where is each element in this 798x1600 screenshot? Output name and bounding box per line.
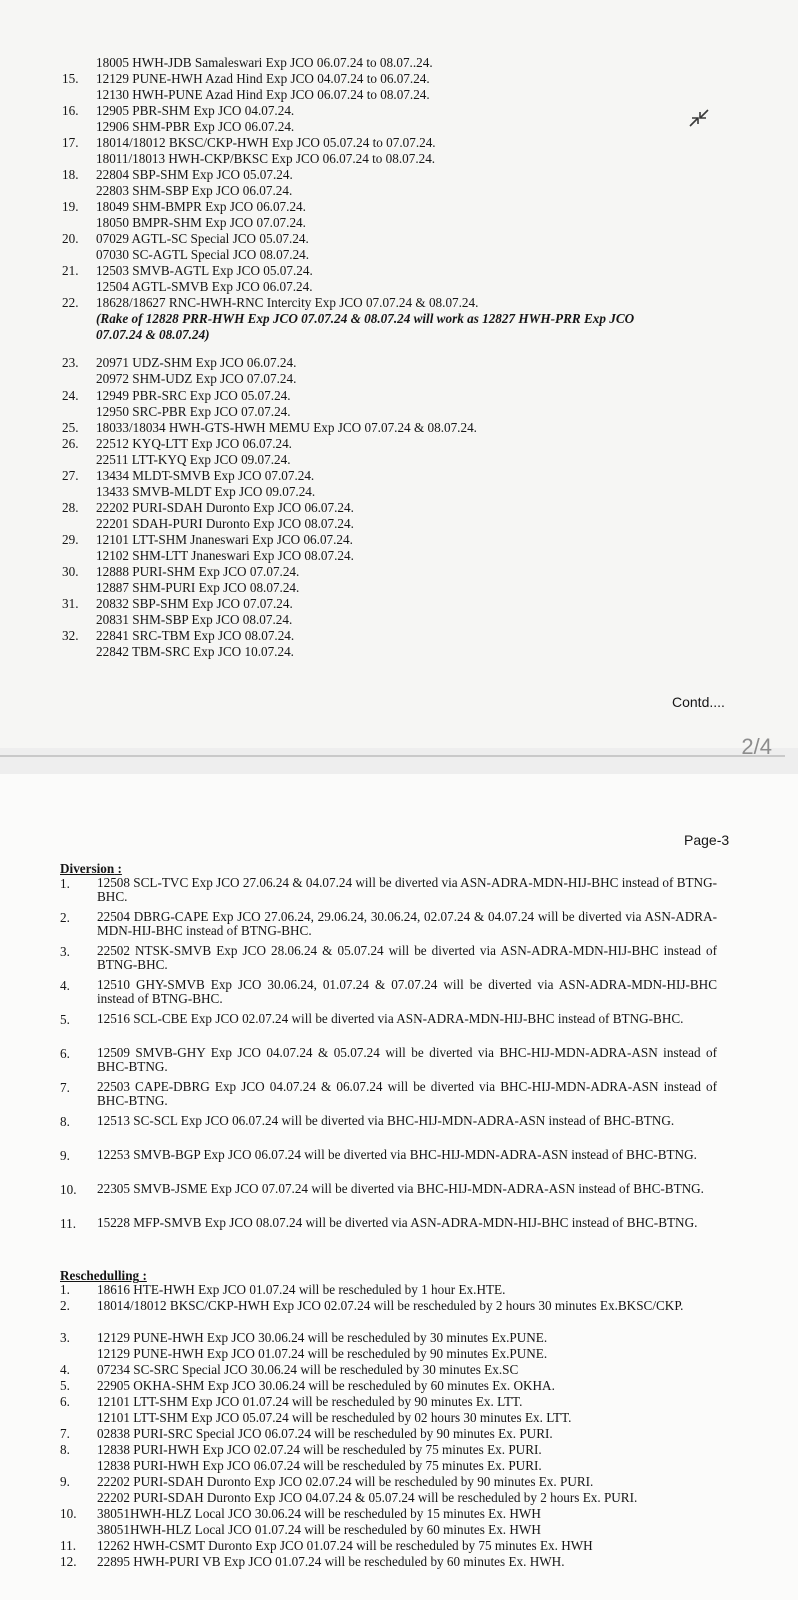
rescheduling-item-line: 38051HWH-HLZ Local JCO 30.06.24 will be rescheduled by 15 minutes Ex. HWH [97,1506,541,1521]
diversion-item-text: 12253 SMVB-BGP Exp JCO 06.07.24 will be diverted via BHC-HIJ-MDN-ADRA-ASN instead of BHC-BTNG. [97,1147,697,1162]
list-item-number: 28. [62,500,79,515]
rescheduling-item-line: 12838 PURI-HWH Exp JCO 06.07.24 will be rescheduled by 75 minutes Ex. PURI. [97,1458,542,1473]
list-item-line: 12129 PUNE-HWH Azad Hind Exp JCO 04.07.24 to 06.07.24. [96,71,430,86]
rescheduling-item-number: 3. [60,1330,70,1345]
list-item-line: 13434 MLDT-SMVB Exp JCO 07.07.24. [96,468,315,483]
list-item-line: 20831 SHM-SBP Exp JCO 08.07.24. [96,612,293,627]
list-item-number: 16. [62,103,79,118]
rescheduling-item-number: 11. [60,1538,76,1553]
list-item-line: 18050 BMPR-SHM Exp JCO 07.07.24. [96,215,306,230]
list-item-number: 19. [62,199,79,214]
rescheduling-heading: Reschedulling : [60,1268,147,1283]
list-item-number: 22. [62,295,79,310]
list-item-line: 18033/18034 HWH-GTS-HWH MEMU Exp JCO 07.07.24 & 08.07.24. [96,420,477,435]
list-item-number: 30. [62,564,79,579]
diversion-item-text: 22305 SMVB-JSME Exp JCO 07.07.24 will be diverted via BHC-HIJ-MDN-ADRA-ASN instead of BHC-BTNG. [97,1181,704,1196]
diversion-item-text: 22503 CAPE-DBRG Exp JCO 04.07.24 & 06.07.24 will be diverted via BHC-HIJ-MDN-ADRA-ASN instead of BHC-BTNG. [97,1079,717,1108]
list-item-line: 20832 SBP-SHM Exp JCO 07.07.24. [96,596,293,611]
list-item-line: 12950 SRC-PBR Exp JCO 07.07.24. [96,404,291,419]
diversion-item-text: 22504 DBRG-CAPE Exp JCO 27.06.24, 29.06.24, 30.06.24, 02.07.24 & 04.07.24 will be diverted via ASN-ADRA-MDN-HIJ-BHC instead of BTNG-BHC. [97,909,717,938]
list-item-line: 12504 AGTL-SMVB Exp JCO 06.07.24. [96,279,313,294]
rescheduling-item-number: 5. [60,1378,70,1393]
diversion-item-number: 3. [60,944,70,959]
list-item-number: 17. [62,135,79,150]
list-item-line: 12503 SMVB-AGTL Exp JCO 05.07.24. [96,263,313,278]
rescheduling-item-line: 22905 OKHA-SHM Exp JCO 30.06.24 will be rescheduled by 60 minutes Ex. OKHA. [97,1378,555,1393]
diversion-item-number: 5. [60,1012,70,1027]
list-item-line: 12905 PBR-SHM Exp JCO 04.07.24. [96,103,295,118]
diversion-item-number: 10. [60,1182,77,1197]
list-item-number: 27. [62,468,79,483]
list-item-number: 24. [62,388,79,403]
rescheduling-item-number: 6. [60,1394,70,1409]
rescheduling-item-number: 4. [60,1362,70,1377]
list-item-line: 12949 PBR-SRC Exp JCO 05.07.24. [96,388,291,403]
list-item-line: 18628/18627 RNC-HWH-RNC Intercity Exp JCO 07.07.24 & 08.07.24. [96,295,479,310]
rescheduling-item-line: 22202 PURI-SDAH Duronto Exp JCO 04.07.24 & 05.07.24 will be rescheduled by 2 hours Ex. PURI. [97,1490,638,1505]
rescheduling-item-line: 12101 LTT-SHM Exp JCO 01.07.24 will be rescheduled by 90 minutes Ex. LTT. [97,1394,523,1409]
rescheduling-item-line: 12838 PURI-HWH Exp JCO 02.07.24 will be rescheduled by 75 minutes Ex. PURI. [97,1442,542,1457]
list-item-line: 22202 PURI-SDAH Duronto Exp JCO 06.07.24. [96,500,354,515]
list-item-number: 15. [62,71,79,86]
rescheduling-item-line: 12129 PUNE-HWH Exp JCO 30.06.24 will be rescheduled by 30 minutes Ex.PUNE. [97,1330,548,1345]
list-item-line: 12101 LTT-SHM Jnaneswari Exp JCO 06.07.24. [96,532,353,547]
rescheduling-item-number: 9. [60,1474,70,1489]
rescheduling-item-line: 02838 PURI-SRC Special JCO 06.07.24 will be rescheduled by 90 minutes Ex. PURI. [97,1426,553,1441]
diversion-item-number: 9. [60,1148,70,1163]
rescheduling-item-line: 07234 SC-SRC Special JCO 30.06.24 will be rescheduled by 30 minutes Ex.SC [97,1362,519,1377]
list-item-number: 29. [62,532,79,547]
diversion-item-number: 7. [60,1080,70,1095]
rescheduling-item-line: 22895 HWH-PURI VB Exp JCO 01.07.24 will be rescheduled by 60 minutes Ex. HWH. [97,1554,565,1569]
diversion-item-text: 12516 SCL-CBE Exp JCO 02.07.24 will be diverted via ASN-ADRA-MDN-HIJ-BHC instead of BTNG-BHC. [97,1011,684,1026]
rescheduling-item-line: 12262 HWH-CSMT Duronto Exp JCO 01.07.24 will be rescheduled by 75 minutes Ex. HWH [97,1538,593,1553]
rescheduling-item-number: 2. [60,1298,70,1313]
list-item-line: 22803 SHM-SBP Exp JCO 06.07.24. [96,183,293,198]
rescheduling-item-number: 1. [60,1282,70,1297]
list-item-line: 18049 SHM-BMPR Exp JCO 06.07.24. [96,199,306,214]
list-item-line: 12906 SHM-PBR Exp JCO 06.07.24. [96,119,295,134]
list-item-number: 20. [62,231,79,246]
rescheduling-item-line: 12101 LTT-SHM Exp JCO 05.07.24 will be rescheduled by 02 hours 30 minutes Ex. LTT. [97,1410,572,1425]
diversion-item-number: 4. [60,978,70,993]
list-item-note: (Rake of 12828 PRR-HWH Exp JCO 07.07.24 & 08.07.24 will work as 12827 HWH-PRR Exp JCO [96,311,635,326]
diversion-item-text: 22502 NTSK-SMVB Exp JCO 28.06.24 & 05.07.24 will be diverted via ASN-ADRA-MDN-HIJ-BHC instead of BTNG-BHC. [97,943,717,972]
diversion-heading: Diversion : [60,861,122,876]
rescheduling-item-number: 7. [60,1426,70,1441]
collapse-icon[interactable] [686,104,720,134]
list-item-number: 26. [62,436,79,451]
list-item-line: 22841 SRC-TBM Exp JCO 08.07.24. [96,628,295,643]
rescheduling-item-line: 22202 PURI-SDAH Duronto Exp JCO 02.07.24 will be rescheduled by 90 minutes Ex. PURI. [97,1474,594,1489]
list-item-line: 22511 LTT-KYQ Exp JCO 09.07.24. [96,452,291,467]
list-item-line: 18014/18012 BKSC/CKP-HWH Exp JCO 05.07.24 to 07.07.24. [96,135,436,150]
diversion-item-text: 12508 SCL-TVC Exp JCO 27.06.24 & 04.07.24 will be diverted via ASN-ADRA-MDN-HIJ-BHC instead of BTNG-BHC. [97,875,717,904]
list-item-line: 20972 SHM-UDZ Exp JCO 07.07.24. [96,371,297,386]
diversion-item-number: 11. [60,1216,76,1231]
contd-label: Contd.... [672,694,725,710]
diversion-item-number: 1. [60,876,70,891]
list-item-line: 22201 SDAH-PURI Duronto Exp JCO 08.07.24. [96,516,354,531]
diversion-item-number: 8. [60,1114,70,1129]
diversion-item-number: 2. [60,910,70,925]
rescheduling-item-line: 12129 PUNE-HWH Exp JCO 01.07.24 will be rescheduled by 90 minutes Ex.PUNE. [97,1346,548,1361]
list-item-line: 13433 SMVB-MLDT Exp JCO 09.07.24. [96,484,316,499]
list-item-number: 23. [62,355,79,370]
list-item-line: 22804 SBP-SHM Exp JCO 05.07.24. [96,167,293,182]
diversion-item-text: 12509 SMVB-GHY Exp JCO 04.07.24 & 05.07.24 will be diverted via BHC-HIJ-MDN-ADRA-ASN instead of BHC-BTNG. [97,1045,717,1074]
list-item-line: 20971 UDZ-SHM Exp JCO 06.07.24. [96,355,297,370]
list-item-number: 25. [62,420,79,435]
list-item-number: 31. [62,596,79,611]
rescheduling-item-line: 38051HWH-HLZ Local JCO 01.07.24 will be rescheduled by 60 minutes Ex. HWH [97,1522,541,1537]
page-number: Page-3 [684,832,730,848]
diversion-item-text: 15228 MFP-SMVB Exp JCO 08.07.24 will be diverted via ASN-ADRA-MDN-HIJ-BHC instead of BHC-BTNG. [97,1215,698,1230]
list-item-line: 22512 KYQ-LTT Exp JCO 06.07.24. [96,436,292,451]
list-item-line: 22842 TBM-SRC Exp JCO 10.07.24. [96,644,294,659]
list-item-line: 12130 HWH-PUNE Azad Hind Exp JCO 06.07.24 to 08.07.24. [96,87,430,102]
list-item-line: 18005 HWH-JDB Samaleswari Exp JCO 06.07.24 to 08.07..24. [96,55,433,70]
list-item-line: 07030 SC-AGTL Special JCO 08.07.24. [96,247,310,262]
rescheduling-item-number: 8. [60,1442,70,1457]
rescheduling-item-number: 10. [60,1506,77,1521]
diversion-item-text: 12513 SC-SCL Exp JCO 06.07.24 will be diverted via BHC-HIJ-MDN-ADRA-ASN instead of BHC-BTNG. [97,1113,675,1128]
list-item-line: 12887 SHM-PURI Exp JCO 08.07.24. [96,580,300,595]
rescheduling-item-text: 18014/18012 BKSC/CKP-HWH Exp JCO 02.07.24 will be rescheduled by 2 hours 30 minutes Ex.BKSC/CKP. [97,1298,684,1313]
list-item-line: 18011/18013 HWH-CKP/BKSC Exp JCO 06.07.24 to 08.07.24. [96,151,436,166]
list-item-number: 32. [62,628,79,643]
list-item-line: 12888 PURI-SHM Exp JCO 07.07.24. [96,564,300,579]
list-item-note: 07.07.24 & 08.07.24) [96,327,210,342]
list-item-number: 18. [62,167,79,182]
page-divider-line [0,755,785,757]
rescheduling-item-line: 18616 HTE-HWH Exp JCO 01.07.24 will be rescheduled by 1 hour Ex.HTE. [97,1282,506,1297]
list-item-line: 07029 AGTL-SC Special JCO 05.07.24. [96,231,309,246]
list-item-line: 12102 SHM-LTT Jnaneswari Exp JCO 08.07.24. [96,548,354,563]
page-separator [0,748,798,774]
diversion-item-text: 12510 GHY-SMVB Exp JCO 30.06.24, 01.07.24 & 07.07.24 will be diverted via ASN-ADRA-MDN-HIJ-BHC instead of BTNG-BHC. [97,977,717,1006]
list-item-number: 21. [62,263,79,278]
rescheduling-item-number: 12. [60,1554,77,1569]
page-indicator: 2/4 [741,734,772,759]
diversion-item-number: 6. [60,1046,70,1061]
